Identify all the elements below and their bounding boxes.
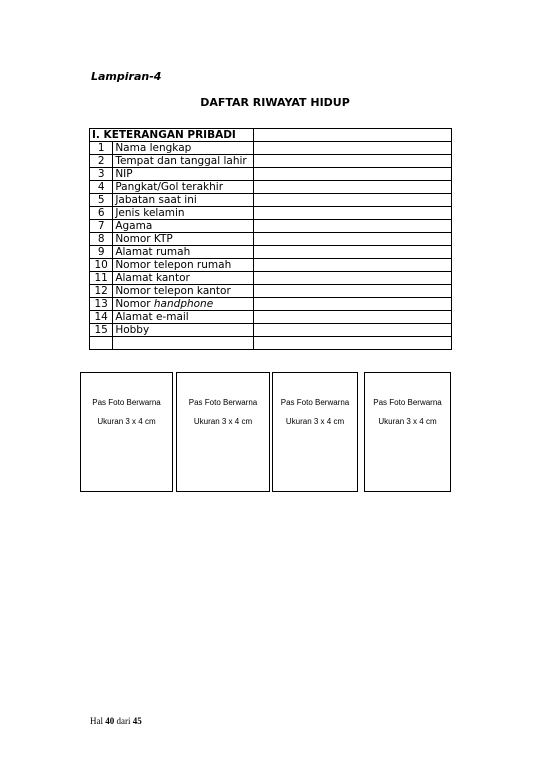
row-number: 10	[90, 259, 113, 272]
row-number: 14	[90, 311, 113, 324]
photo-box	[176, 372, 270, 492]
row-value-cell	[254, 272, 452, 285]
row-label	[113, 181, 254, 194]
section-header-row	[90, 129, 452, 142]
row-value-cell	[254, 285, 452, 298]
photo-size: Ukuran 3 x 4 cm	[97, 417, 156, 426]
row-number: 5	[90, 194, 113, 207]
table-row	[90, 324, 452, 337]
row-number: 8	[90, 233, 113, 246]
row-value-cell	[254, 233, 452, 246]
page-footer	[90, 716, 142, 726]
row-number: 1	[90, 142, 113, 155]
row-label	[113, 142, 254, 155]
table-row	[90, 233, 452, 246]
empty-cell	[254, 337, 452, 350]
row-label	[113, 285, 254, 298]
row-label-text: Pangkat/Gol terakhir	[115, 181, 224, 193]
row-label	[113, 168, 254, 181]
row-label-text: NIP	[115, 168, 133, 180]
section-value-cell	[254, 129, 452, 142]
lampiran-label: Lampiran-4	[91, 70, 162, 83]
photo-box	[272, 372, 358, 492]
table-row	[90, 298, 452, 311]
row-value-cell	[254, 220, 452, 233]
footer-middle: dari	[116, 716, 131, 726]
photo-size: Ukuran 3 x 4 cm	[193, 417, 253, 426]
photo-size: Ukuran 3 x 4 cm	[378, 417, 437, 426]
row-number: 2	[90, 155, 113, 168]
table-row	[90, 220, 452, 233]
row-label-emphasis: handphone	[153, 298, 214, 310]
photo-caption: Pas Foto Berwarna	[92, 398, 161, 407]
empty-cell	[90, 337, 113, 350]
document-title: DAFTAR RIWAYAT HIDUP	[200, 96, 350, 109]
table-row	[90, 207, 452, 220]
row-value-cell	[254, 246, 452, 259]
row-label-text: Nama lengkap	[115, 142, 192, 154]
table-row	[90, 285, 452, 298]
row-label	[113, 324, 254, 337]
table-row	[90, 246, 452, 259]
row-label	[113, 220, 254, 233]
row-value-cell	[254, 155, 452, 168]
row-number: 3	[90, 168, 113, 181]
row-label	[113, 233, 254, 246]
row-label	[113, 272, 254, 285]
row-value-cell	[254, 259, 452, 272]
row-number: 13	[90, 298, 113, 311]
row-label	[113, 194, 254, 207]
footer-prefix: Hal	[90, 716, 103, 726]
row-number: 9	[90, 246, 113, 259]
row-value-cell	[254, 207, 452, 220]
row-number: 6	[90, 207, 113, 220]
photo-box	[364, 372, 451, 492]
row-value-cell	[254, 298, 452, 311]
row-value-cell	[254, 324, 452, 337]
row-label-text: Nomor telepon rumah	[115, 259, 232, 271]
table-row	[90, 181, 452, 194]
row-number: 15	[90, 324, 113, 337]
table-row	[90, 259, 452, 272]
row-label	[113, 311, 254, 324]
section-title: I. KETERANGAN PRIBADI	[90, 129, 254, 142]
table-row	[90, 272, 452, 285]
table-row	[90, 311, 452, 324]
row-label-text: Alamat kantor	[115, 272, 190, 284]
photo-box	[80, 372, 173, 492]
table-row	[90, 155, 452, 168]
row-value-cell	[254, 181, 452, 194]
row-label-text: Alamat rumah	[115, 246, 191, 258]
row-label-text: Nomor telepon kantor	[115, 285, 231, 297]
row-label-text: Alamat e-mail	[115, 311, 189, 323]
row-value-cell	[254, 168, 452, 181]
row-label	[113, 246, 254, 259]
row-value-cell	[254, 194, 452, 207]
row-label-text: Nomor	[115, 298, 151, 310]
photo-caption: Pas Foto Berwarna	[373, 398, 442, 407]
row-number: 4	[90, 181, 113, 194]
row-number: 7	[90, 220, 113, 233]
empty-row	[90, 337, 452, 350]
personal-info-table	[89, 128, 452, 350]
row-number: 11	[90, 272, 113, 285]
row-value-cell	[254, 311, 452, 324]
row-label-text: Hobby	[115, 324, 150, 336]
photo-caption: Pas Foto Berwarna	[280, 398, 350, 407]
row-value-cell	[254, 142, 452, 155]
footer-page-number: 40	[105, 716, 115, 726]
row-label-text: Nomor KTP	[115, 233, 173, 245]
empty-cell	[113, 337, 254, 350]
row-label	[113, 259, 254, 272]
row-label	[113, 298, 254, 311]
photo-caption: Pas Foto Berwarna	[188, 398, 258, 407]
row-number: 12	[90, 285, 113, 298]
row-label	[113, 207, 254, 220]
photo-size: Ukuran 3 x 4 cm	[285, 417, 345, 426]
table-row	[90, 142, 452, 155]
table-row	[90, 194, 452, 207]
row-label	[113, 155, 254, 168]
row-label-text: Agama	[115, 220, 153, 232]
row-label-text: Jabatan saat ini	[115, 194, 197, 206]
footer-total-pages: 45	[132, 716, 142, 726]
row-label-text: Jenis kelamin	[115, 207, 185, 219]
table-row	[90, 168, 452, 181]
row-label-text: Tempat dan tanggal lahir	[115, 155, 247, 167]
